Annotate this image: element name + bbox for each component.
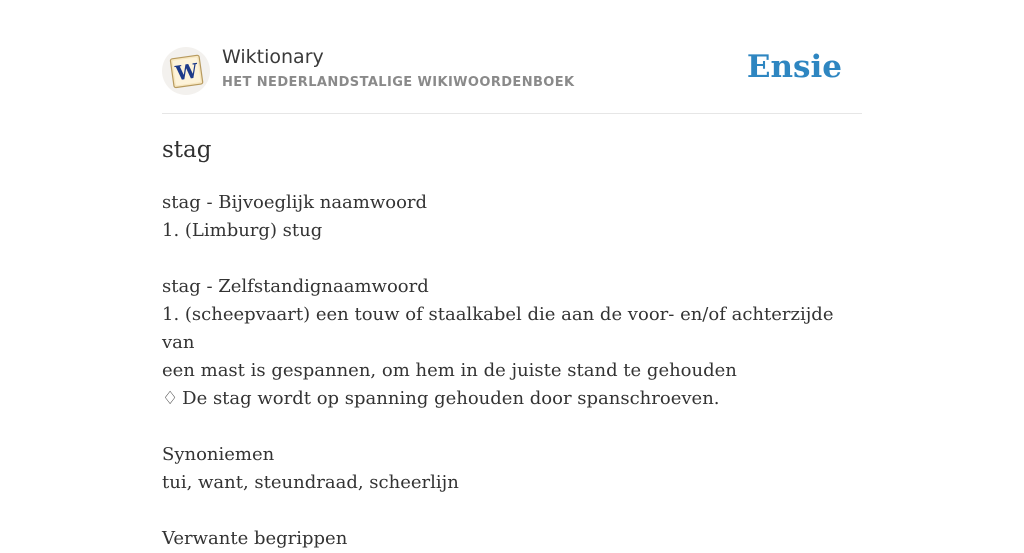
definition-adjective: 1. (Limburg) stug xyxy=(162,220,323,241)
entry-heading-adjective: stag - Bijvoeglijk naamwoord xyxy=(162,192,428,213)
spacer xyxy=(162,497,852,525)
definition-noun-line-2: een mast is gespannen, om hem in de juiste stand te gehouden xyxy=(162,360,737,381)
entry-content xyxy=(162,189,852,553)
example-text: De stag wordt op spanning gehouden door spanschroeven. xyxy=(182,388,720,409)
brand-logo[interactable]: Ensie xyxy=(746,49,842,85)
logo-letter: W xyxy=(173,58,200,86)
example-diamond-icon: ♢ xyxy=(162,388,179,409)
site-header xyxy=(162,45,862,95)
example-sentence xyxy=(162,385,852,413)
definition-noun-line-1: 1. (scheepvaart) een touw of staalkabel die aan de voor- en/of achterzijde van xyxy=(162,304,834,353)
related-heading: Verwante begrippen xyxy=(162,528,348,549)
wiktionary-logo-icon[interactable] xyxy=(162,47,210,95)
synonyms-heading: Synoniemen xyxy=(162,444,275,465)
site-tagline: HET NEDERLANDSTALIGE WIKIWOORDENBOEK xyxy=(222,75,575,90)
header-divider xyxy=(162,113,862,114)
synonyms-list: tui, want, steundraad, scheerlijn xyxy=(162,472,459,493)
spacer xyxy=(162,245,852,273)
spacer xyxy=(162,413,852,441)
entry-heading-noun: stag - Zelfstandignaamwoord xyxy=(162,276,429,297)
site-name[interactable]: Wiktionary xyxy=(222,46,324,68)
page-title: stag xyxy=(162,137,212,163)
